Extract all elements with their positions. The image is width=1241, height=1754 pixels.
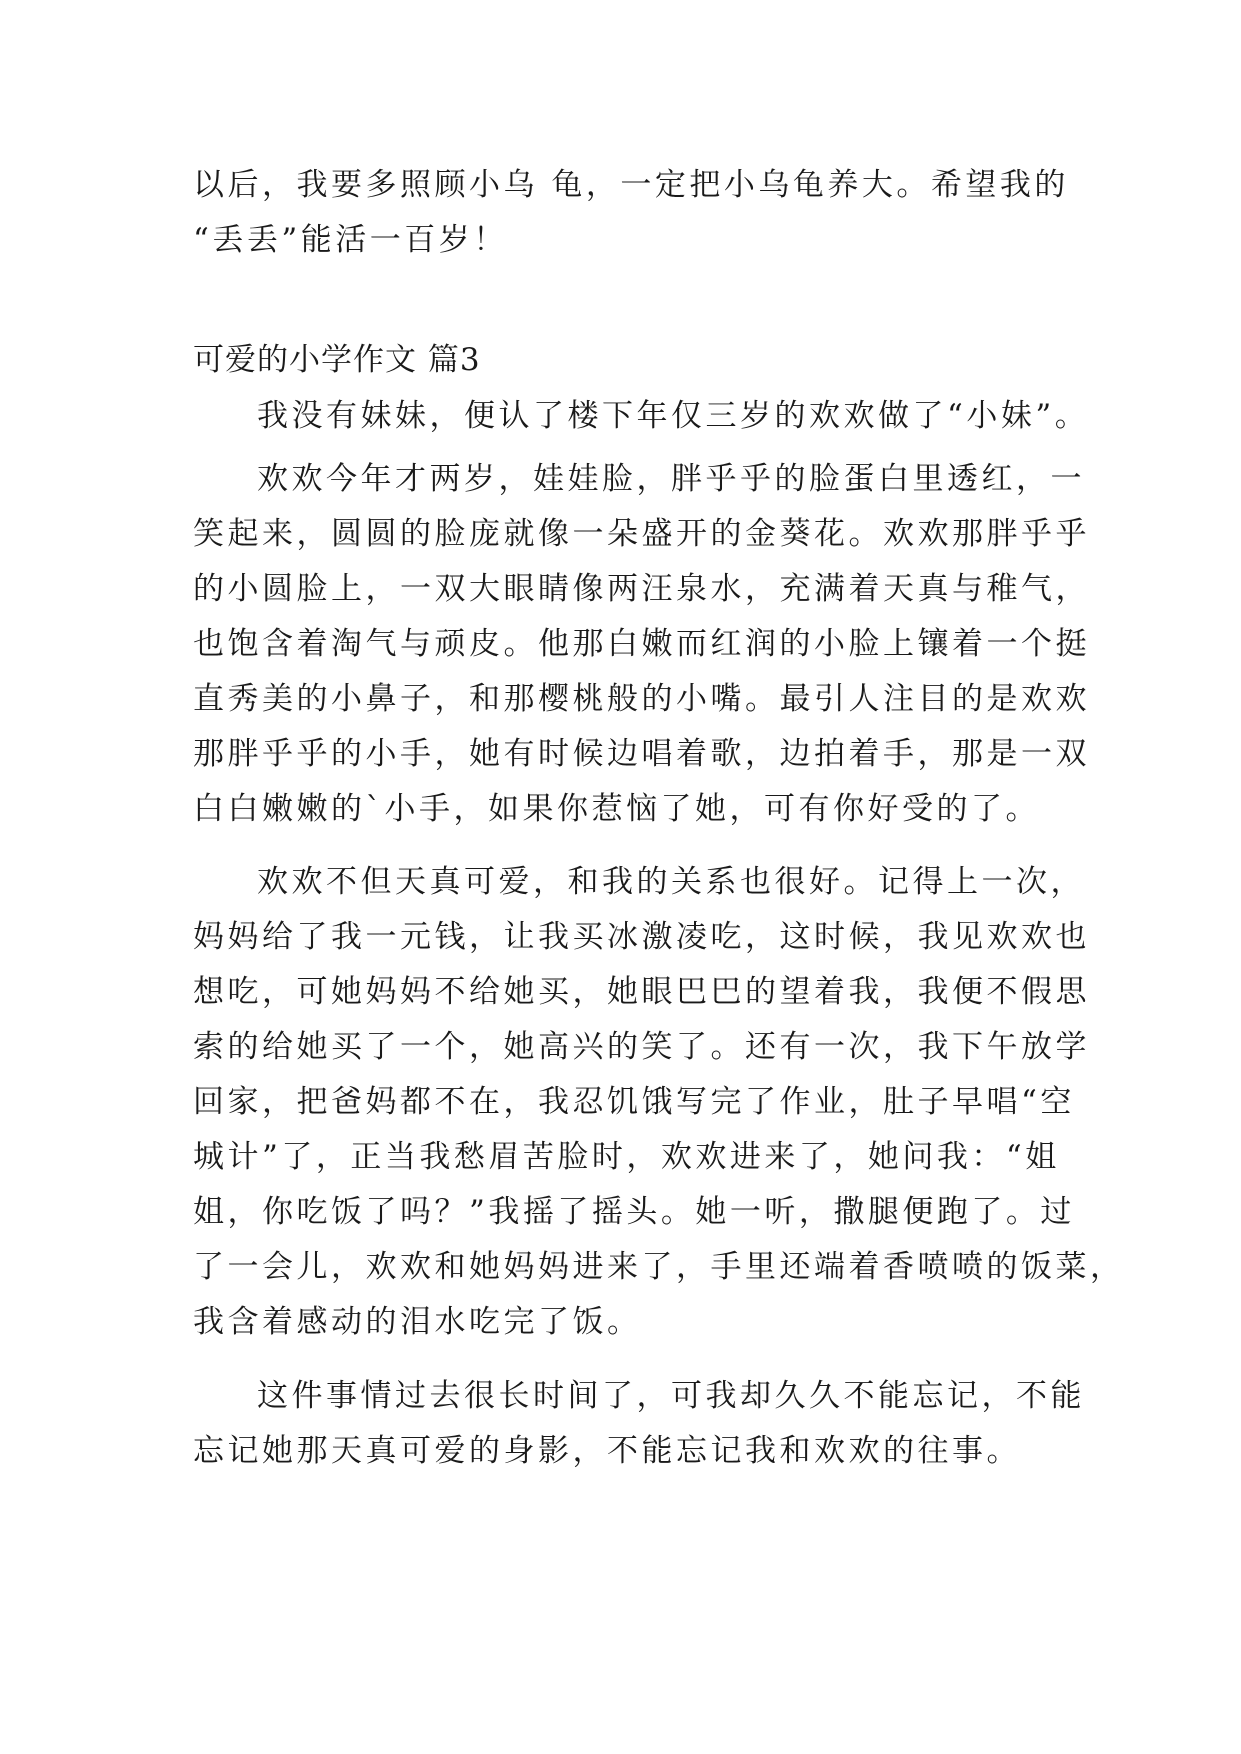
text-line: 想吃，可她妈妈不给她买，她眼巴巴的望着我，我便不假思 — [193, 974, 1090, 1010]
text-line: 的小圆脸上，一双大眼睛像两汪泉水，充满着天真与稚气， — [193, 571, 1090, 607]
text-line: 欢欢今年才两岁，娃娃脸，胖乎乎的脸蛋白里透红，一 — [257, 461, 1085, 497]
text-line: 以后，我要多照顾小乌 龟，一定把小乌龟养大。希望我的 — [193, 167, 1069, 203]
section-heading: 可爱的小学作文 篇3 — [193, 342, 481, 378]
text-line: 我含着感动的泪水吃完了饭。 — [193, 1304, 642, 1340]
text-line: 了一会儿，欢欢和她妈妈进来了，手里还端着香喷喷的饭菜， — [193, 1249, 1125, 1285]
text-line: “丢丢”能活一百岁！ — [193, 222, 508, 258]
text-line: 那胖乎乎的小手，她有时候边唱着歌，边拍着手，那是一双 — [193, 736, 1090, 772]
text-line: 妈妈给了我一元钱，让我买冰激凌吃，这时候，我见欢欢也 — [193, 919, 1090, 955]
text-line: 也饱含着淘气与顽皮。他那白嫩而红润的小脸上镶着一个挺 — [193, 626, 1090, 662]
text-line: 我没有妹妹，便认了楼下年仅三岁的欢欢做了“小妹”。 — [257, 398, 1090, 434]
text-line: 这件事情过去很长时间了，可我却久久不能忘记，不能 — [257, 1378, 1085, 1414]
text-line: 欢欢不但天真可爱，和我的关系也很好。记得上一次， — [257, 864, 1085, 900]
text-line: 笑起来，圆圆的脸庞就像一朵盛开的金葵花。欢欢那胖乎乎 — [193, 516, 1090, 552]
text-line: 白白嫩嫩的`小手，如果你惹恼了她，可有你好受的了。 — [193, 791, 1040, 827]
text-line: 城计”了，正当我愁眉苦脸时，欢欢进来了，她问我：“姐 — [193, 1139, 1060, 1175]
text-line: 直秀美的小鼻子，和那樱桃般的小嘴。最引人注目的是欢欢 — [193, 681, 1090, 717]
text-line: 索的给她买了一个，她高兴的笑了。还有一次，我下午放学 — [193, 1029, 1090, 1065]
text-line: 姐，你吃饭了吗？”我摇了摇头。她一听，撒腿便跑了。过 — [193, 1194, 1075, 1230]
text-line: 回家，把爸妈都不在，我忍饥饿写完了作业，肚子早唱“空 — [193, 1084, 1075, 1120]
text-line: 忘记她那天真可爱的身影，不能忘记我和欢欢的往事。 — [193, 1433, 1021, 1469]
